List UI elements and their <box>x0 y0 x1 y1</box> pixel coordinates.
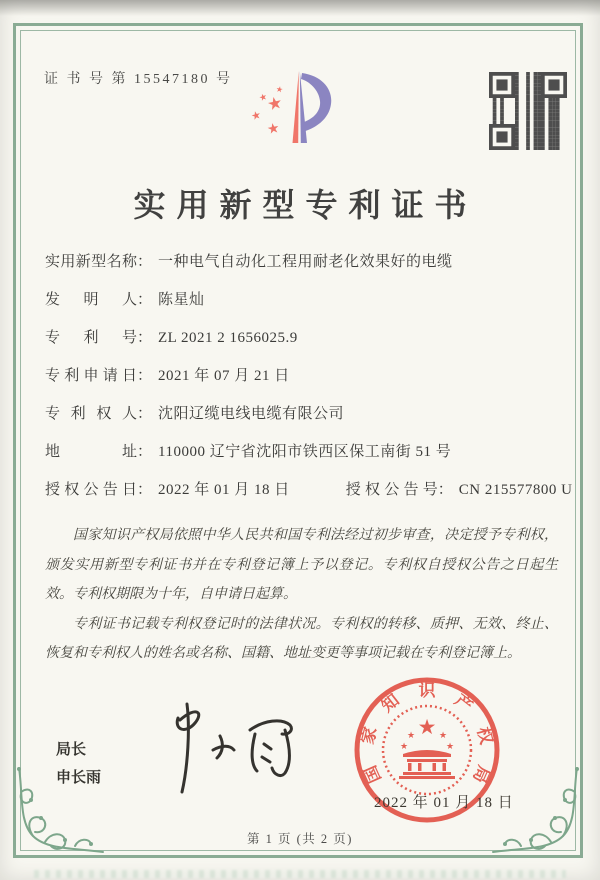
cnipa-logo-icon <box>246 64 356 164</box>
certificate-title: 实用新型专利证书 <box>133 187 478 223</box>
colon: ： <box>137 482 153 498</box>
field-value: 110000 辽宁省沈阳市铁西区保工南街 51 号 <box>158 444 452 460</box>
commissioner-name: 申长雨 <box>56 769 102 786</box>
field-value: 陈星灿 <box>158 292 205 308</box>
colon: ： <box>137 330 153 346</box>
svg-text:★: ★ <box>406 731 416 741</box>
field-value: 一种电气自动化工程用耐老化效果好的电缆 <box>158 254 453 270</box>
seal-char: 局 <box>469 762 494 786</box>
legal-paragraph-2: 专利证书记载专利权登记时的法律状况。专利权的转移、质押、无效、终止、恢复和专利权人的姓名或名称、国籍、地址变更等事项记载在专利登记簿上。 <box>45 616 558 661</box>
handwritten-signature-icon <box>150 698 320 798</box>
field-row-address <box>45 442 560 480</box>
field-label: 授权公告日 <box>45 482 137 498</box>
national-emblem-icon <box>383 706 471 794</box>
colon: ： <box>437 482 453 498</box>
field-label: 地址 <box>45 444 137 460</box>
svg-text:★: ★ <box>417 715 437 739</box>
field-label: 授权公告号 <box>345 482 438 498</box>
field-row-name <box>45 252 560 290</box>
field-row-patentee <box>45 404 560 442</box>
colon: ： <box>137 406 153 422</box>
seal-char: 国 <box>360 762 385 786</box>
page-number: 第 1 页 (共 2 页) <box>247 832 353 846</box>
field-label: 发明人 <box>45 292 137 308</box>
field-value: ZL 2021 2 1656025.9 <box>158 330 298 346</box>
field-value: 2021 年 07 月 21 日 <box>158 368 290 384</box>
seal-date: 2022 年 01 月 18 日 <box>374 795 514 811</box>
grant-no-value: CN 215577800 U <box>458 482 573 498</box>
seal-char: 知 <box>377 690 403 716</box>
svg-text:★: ★ <box>265 120 281 139</box>
field-value: 沈阳辽缆电线电缆有限公司 <box>158 406 345 422</box>
svg-text:★: ★ <box>438 731 448 741</box>
svg-text:★: ★ <box>399 742 409 752</box>
legal-paragraph-1: 国家知识产权局依照中华人民共和国专利法经过初步审查，决定授予专利权，颁发实用新型专利证书并在专利登记簿上予以登记。专利权自授权公告之日起生效。专利权期限为十年，自申请日起算。 <box>45 528 558 602</box>
corner-flourish-icon <box>15 766 105 856</box>
colon: ： <box>137 292 153 308</box>
svg-text:★: ★ <box>249 108 263 124</box>
field-row-patent-no <box>45 328 560 366</box>
field-label: 实用新型名称 <box>45 254 137 270</box>
colon: ： <box>137 254 153 270</box>
colon: ： <box>137 444 153 460</box>
next-page-edge-pattern <box>34 870 566 878</box>
svg-text:★: ★ <box>265 92 285 116</box>
legal-text-block <box>45 521 558 669</box>
certificate-number: 证 书 号 第 15547180 号 <box>44 72 233 87</box>
svg-text:★: ★ <box>275 84 284 95</box>
colon: ： <box>137 368 153 384</box>
grant-date-value: 2022 年 01 月 18 日 <box>158 482 290 498</box>
seal-char: 识 <box>418 681 436 700</box>
field-label: 专利号 <box>45 330 137 346</box>
seal-char: 产 <box>451 690 477 716</box>
svg-text:★: ★ <box>445 742 455 752</box>
field-label: 专利权人 <box>45 406 137 422</box>
seal-char: 家 <box>357 725 381 747</box>
qr-code <box>489 72 567 150</box>
seal-char: 权 <box>473 725 497 747</box>
fields-block <box>45 252 573 518</box>
field-row-inventor <box>45 290 560 328</box>
field-row-filing-date <box>45 366 560 404</box>
svg-text:★: ★ <box>257 92 269 105</box>
field-row-grant <box>45 480 573 518</box>
commissioner-role: 局长 <box>56 741 87 758</box>
field-label: 专利申请日 <box>45 368 137 384</box>
